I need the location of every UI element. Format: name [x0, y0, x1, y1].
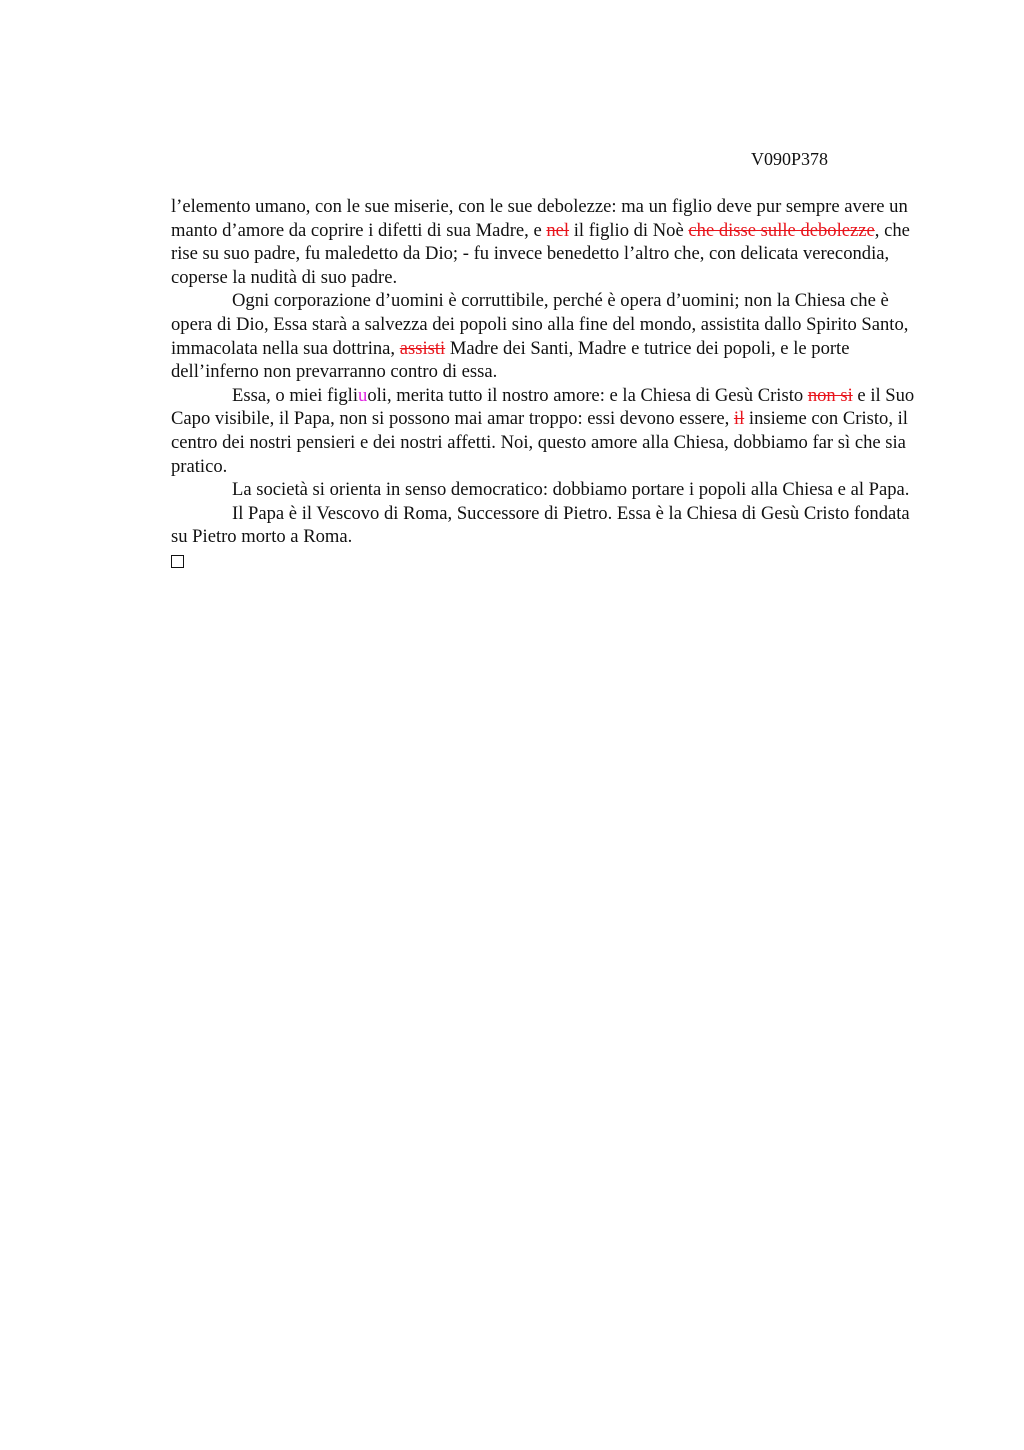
- deleted-text: il: [733, 408, 745, 430]
- inserted-text: u: [358, 384, 368, 406]
- text-run: Madre dei Santi, Madre e tutrice dei popoli, e le porte dell’inferno non prevarranno contro di essa.: [171, 337, 850, 383]
- deleted-text: assisti: [399, 337, 446, 359]
- page-id: V090P378: [751, 149, 829, 169]
- deleted-text: nel: [546, 219, 570, 241]
- document-body: [171, 195, 923, 568]
- text-run: il figlio di Noè: [569, 219, 689, 241]
- paragraph: [171, 478, 923, 502]
- deleted-text: che disse sulle debolezze: [688, 219, 875, 241]
- paragraph: [171, 289, 923, 383]
- deleted-text: non si: [807, 384, 853, 406]
- text-run: La società si orienta in senso democratico: dobbiamo portare i popoli alla Chiesa e al Papa.: [232, 479, 910, 501]
- paragraph: [171, 195, 923, 289]
- paragraph: [171, 384, 923, 478]
- text-run: , che rise su suo padre, fu maledetto da Dio; - fu invece benedetto l’altro che, con delicata verecondia, coperse la nudità di suo padre.: [171, 219, 910, 288]
- text-run: Il Papa è il Vescovo di Roma, Successore di Pietro. Essa è la Chiesa di Gesù Cristo fondata su Pietro morto a Roma.: [171, 502, 910, 548]
- end-of-text-marker-icon: [171, 555, 184, 568]
- text-run: oli, merita tutto il nostro amore: e la Chiesa di Gesù Cristo: [367, 384, 808, 406]
- text-run: e il Suo Capo visibile, il Papa, non si possono mai amar troppo: essi devono essere,: [171, 384, 915, 430]
- paragraph: [171, 502, 923, 549]
- text-run: l’elemento umano, con le sue miserie, con le sue debolezze: ma un figlio deve pur sempre avere un manto d’amore da coprire i difetti di sua Madre, e: [171, 196, 908, 241]
- text-run: Essa, o miei figli: [232, 384, 359, 406]
- text-run: insieme con Cristo, il centro dei nostri pensieri e dei nostri affetti. Noi, questo amore alla Chiesa, dobbiamo far sì che sia pratico.: [171, 408, 908, 477]
- text-run: Ogni corporazione d’uomini è corruttibile, perché è opera d’uomini; non la Chiesa che è opera di Dio, Essa starà a salvezza dei popoli sino alla fine del mondo, assistita dallo Spirito Santo, immacolata nella sua dottrina,: [171, 290, 909, 359]
